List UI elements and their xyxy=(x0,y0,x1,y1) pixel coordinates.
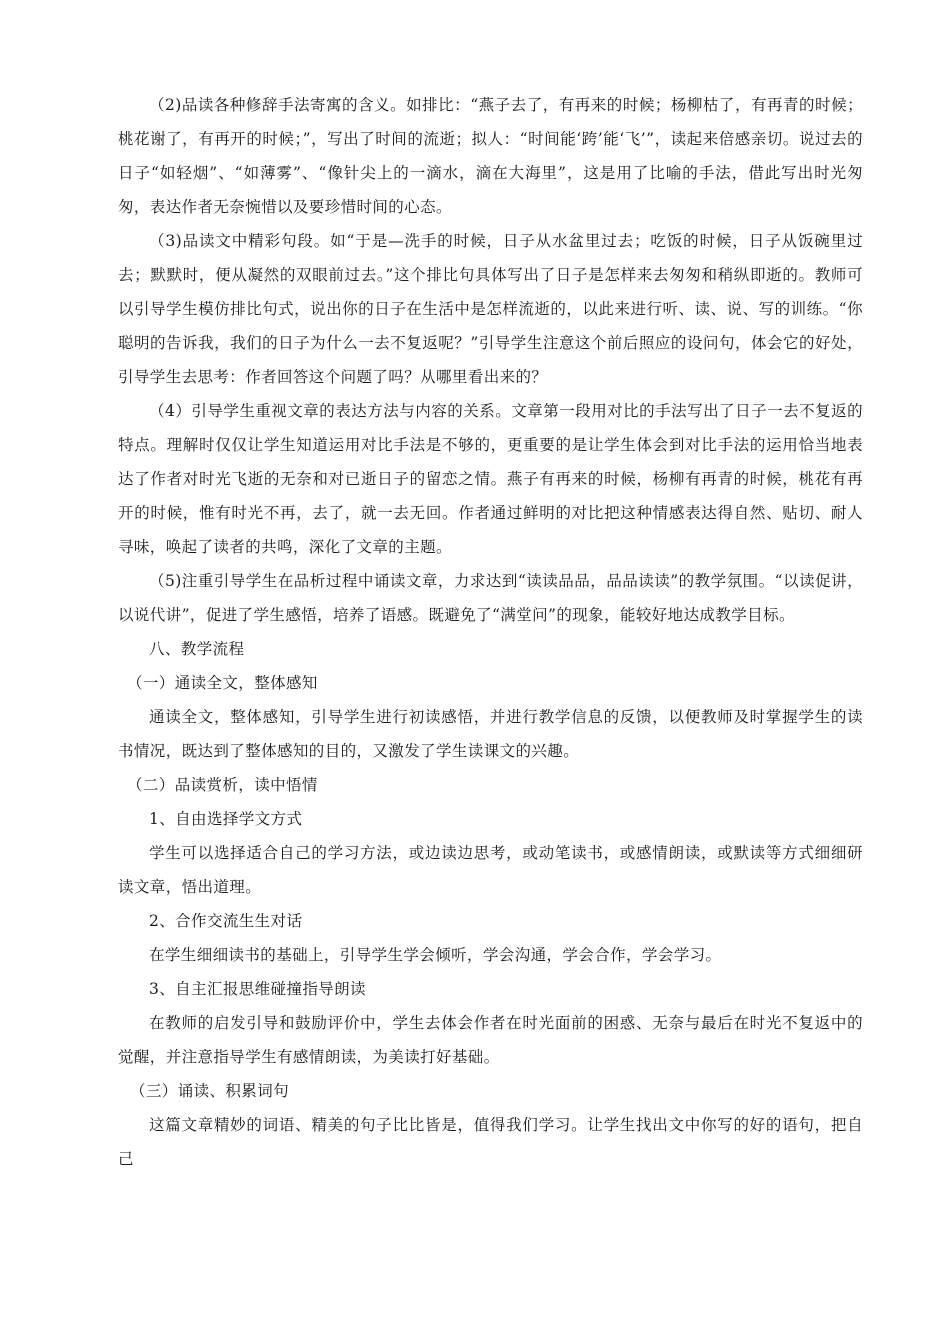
part2-item3-heading: 3、自主汇报思维碰撞指导朗读 xyxy=(149,980,366,998)
section-heading-teaching-process: 八、教学流程 xyxy=(149,640,245,658)
part2-item1-text: 学生可以选择适合自己的学习方法，或边读边思考，或动笔读书，或感情朗读，或默读等方式细细研读文章，悟出道理。 xyxy=(118,844,863,896)
part2-item2-heading: 2、合作交流生生对话 xyxy=(149,912,303,930)
part2-heading: （二）品读赏析，读中悟情 xyxy=(127,776,318,794)
part3-heading: （三）诵读、积累词句 xyxy=(130,1082,290,1100)
part1-text: 通读全文，整体感知，引导学生进行初读感悟，并进行教学信息的反馈，以便教师及时掌握学生的读书情况，既达到了整体感知的目的，又激发了学生读课文的兴趣。 xyxy=(118,708,863,760)
part3-text: 这篇文章精妙的词语、精美的句子比比皆是，值得我们学习。让学生找出文中你写的好的语句，把自己 xyxy=(118,1116,863,1168)
part2-item3-text: 在教师的启发引导和鼓励评价中，学生去体会作者在时光面前的困惑、无奈与最后在时光不复返中的觉醒，并注意指导学生有感情朗读，为美读打好基础。 xyxy=(118,1014,863,1066)
document-body xyxy=(118,88,863,1176)
part1-heading: （一）通读全文，整体感知 xyxy=(127,674,318,692)
paragraph-recitation: （5)注重引导学生在品析过程中诵读文章，力求达到“读读品品，品品读读”的教学氛围。“以读促讲，以说代讲”，促进了学生感悟，培养了语感。既避免了“满堂问”的现象，能较好地达成教学目标。 xyxy=(118,572,863,624)
paragraph-rhetoric: （2)品读各种修辞手法寄寓的含义。如排比：“燕子去了，有再来的时候；杨柳枯了，有再青的时候；桃花谢了，有再开的时候；”，写出了时间的流逝；拟人：“时间能‘跨’能‘飞’”，读起来倍感亲切。说过去的日子“如轻烟”、“如薄雾”、“像针尖上的一滴水，滴在大海里”，这是用了比喻的手法，借此写出时光匆匆，表达作者无奈惋惜以及要珍惜时间的心态。 xyxy=(118,96,863,216)
part2-item1-heading: 1、自由选择学文方式 xyxy=(149,810,303,828)
paragraph-expression-method: （4）引导学生重视文章的表达方法与内容的关系。文章第一段用对比的手法写出了日子一去不复返的特点。理解时仅仅让学生知道运用对比手法是不够的，更重要的是让学生体会到对比手法的运用恰当地表达了作者对时光飞逝的无奈和对已逝日子的留恋之情。燕子有再来的时候，杨柳有再青的时候，桃花有再开的时候，惟有时光不再，去了，就一去无回。作者通过鲜明的对比把这种情感表达得自然、贴切、耐人寻味，唤起了读者的共鸣，深化了文章的主题。 xyxy=(118,402,863,556)
part2-item2-text: 在学生细细读书的基础上，引导学生学会倾听，学会沟通，学会合作，学会学习。 xyxy=(149,946,722,964)
paragraph-key-sentences: （3)品读文中精彩句段。如“于是—洗手的时候，日子从水盆里过去；吃饭的时候，日子从饭碗里过去；默默时，便从凝然的双眼前过去。”这个排比句具体写出了日子是怎样来去匆匆和稍纵即逝的。教师可以引导学生模仿排比句式，说出你的日子在生活中是怎样流逝的，以此来进行听、读、说、写的训练。“你聪明的告诉我，我们的日子为什么一去不复返呢？”引导学生注意这个前后照应的设问句，体会它的好处，引导学生去思考：作者回答这个问题了吗？从哪里看出来的？ xyxy=(118,232,863,386)
